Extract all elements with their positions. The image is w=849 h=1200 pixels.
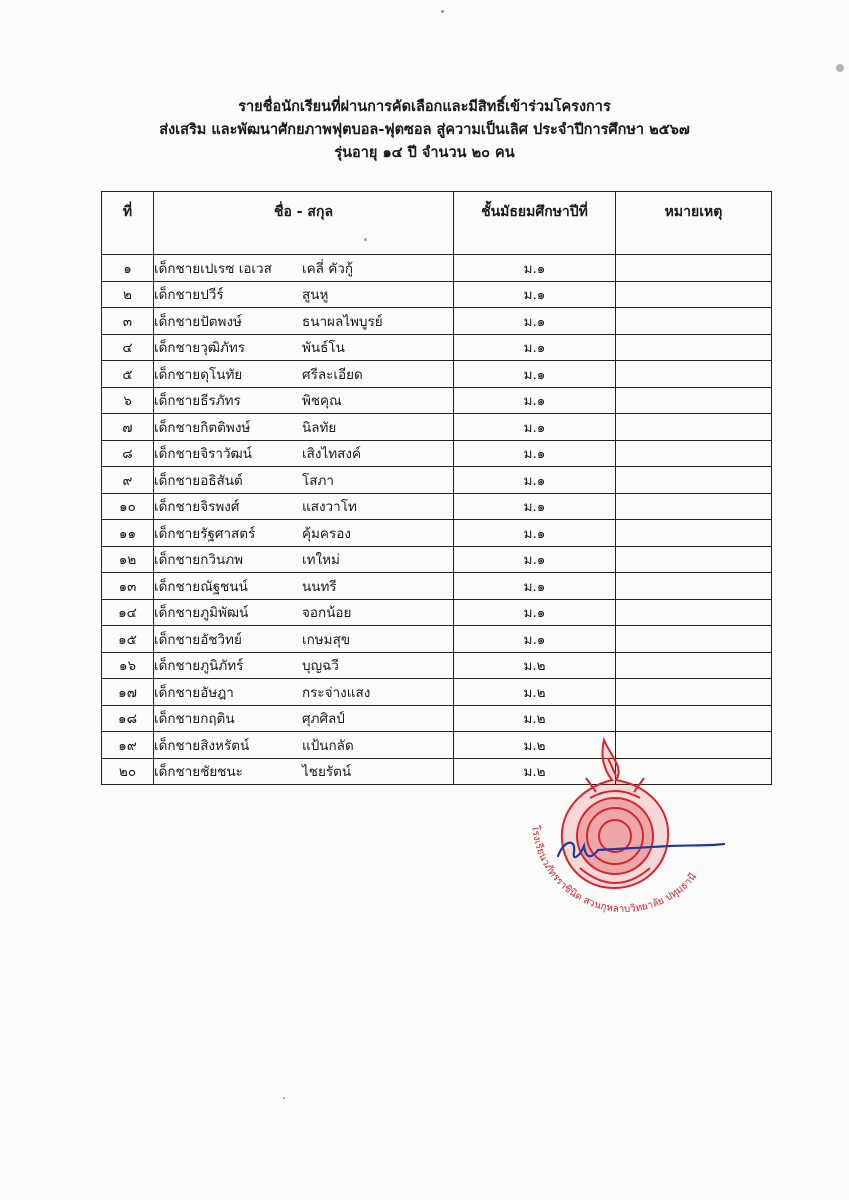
student-roster-table (101, 191, 772, 785)
grade-level: ม.๑ (454, 361, 616, 388)
grade-level: ม.๑ (454, 599, 616, 626)
grade-level: ม.๑ (454, 387, 616, 414)
row-number: ๑๘ (102, 705, 154, 732)
table-row (102, 255, 772, 282)
grade-level: ม.๒ (454, 705, 616, 732)
row-number: ๙ (102, 467, 154, 494)
student-first-name: เด็กชายจิราวัฒน์ (154, 446, 252, 463)
grade-level: ม.๑ (454, 546, 616, 573)
table-row (102, 493, 772, 520)
grade-level: ม.๒ (454, 652, 616, 679)
table-row (102, 308, 772, 335)
student-first-name: เด็กชายกวินภพ (154, 552, 243, 569)
student-last-name: แป้นกลัด (302, 737, 354, 754)
table-row (102, 440, 772, 467)
student-name-cell (154, 334, 454, 361)
table-row (102, 467, 772, 494)
student-name-cell (154, 626, 454, 653)
student-first-name: เด็กชายสิงหรัตน์ (154, 737, 250, 754)
student-name-cell (154, 705, 454, 732)
student-first-name: เด็กชายเปเรซ เอเวส (154, 260, 272, 277)
student-name-cell (154, 440, 454, 467)
table-row (102, 652, 772, 679)
grade-level: ม.๑ (454, 255, 616, 282)
header-no: ที่ (102, 192, 154, 255)
student-last-name: เคลี่ คัวกู้ (302, 260, 353, 277)
row-number: ๑ (102, 255, 154, 282)
row-number: ๒๐ (102, 758, 154, 785)
student-last-name: ไชยรัตน์ (302, 764, 352, 781)
student-name-cell (154, 281, 454, 308)
remark-cell (616, 626, 772, 653)
student-last-name: พิชคุณ (302, 393, 342, 410)
row-number: ๑๗ (102, 679, 154, 706)
remark-cell (616, 573, 772, 600)
student-first-name: เด็กชายชัยชนะ (154, 764, 243, 781)
row-number: ๑๒ (102, 546, 154, 573)
remark-cell (616, 493, 772, 520)
grade-level: ม.๑ (454, 308, 616, 335)
student-last-name: คุ้มครอง (302, 525, 351, 542)
row-number: ๑๐ (102, 493, 154, 520)
row-number: ๓ (102, 308, 154, 335)
row-number: ๗ (102, 414, 154, 441)
remark-cell (616, 281, 772, 308)
grade-level: ม.๑ (454, 281, 616, 308)
student-name-cell (154, 493, 454, 520)
student-name-cell (154, 387, 454, 414)
student-first-name: เด็กชายอธิสันต์ (154, 472, 243, 489)
seal-emblem (562, 740, 668, 888)
table-row (102, 361, 772, 388)
student-first-name: เด็กชายธีรภัทร (154, 393, 241, 410)
student-name-cell (154, 758, 454, 785)
table-row (102, 546, 772, 573)
title-line-1: รายชื่อนักเรียนที่ผ่านการคัดเลือกและมีสิทธิ์เข้าร่วมโครงการ (238, 99, 611, 115)
student-first-name: เด็กชายกิตติพงษ์ (154, 419, 251, 436)
student-name-cell (154, 520, 454, 547)
remark-cell (616, 440, 772, 467)
student-last-name: ธนาผลไพบูรย์ (302, 313, 383, 330)
remark-cell (616, 387, 772, 414)
student-first-name: เด็กชายอัษฎา (154, 684, 234, 701)
student-last-name: บุญฉวี (302, 658, 339, 675)
school-seal-stamp (520, 728, 730, 928)
student-name-cell (154, 732, 454, 759)
row-number: ๖ (102, 387, 154, 414)
table-header-row (102, 192, 772, 255)
student-name-cell (154, 308, 454, 335)
remark-cell (616, 546, 772, 573)
row-number: ๑๓ (102, 573, 154, 600)
student-name-cell (154, 361, 454, 388)
student-name-cell (154, 573, 454, 600)
row-number: ๑๔ (102, 599, 154, 626)
student-first-name: เด็กชายปวีร์ (154, 287, 224, 304)
student-name-cell (154, 599, 454, 626)
header-name: ชื่อ - สกุล (154, 192, 454, 255)
grade-level: ม.๒ (454, 758, 616, 785)
student-first-name: เด็กชายภูนิภัทร์ (154, 658, 244, 675)
student-name-cell (154, 679, 454, 706)
row-number: ๘ (102, 440, 154, 467)
remark-cell (616, 255, 772, 282)
student-first-name: เด็กชายจิรพงศ์ (154, 499, 240, 516)
grade-level: ม.๑ (454, 493, 616, 520)
row-number: ๒ (102, 281, 154, 308)
grade-level: ม.๑ (454, 626, 616, 653)
row-number: ๑๑ (102, 520, 154, 547)
student-last-name: ศุภศิลป์ (302, 711, 345, 728)
remark-cell (616, 361, 772, 388)
table-row (102, 520, 772, 547)
row-number: ๑๕ (102, 626, 154, 653)
scan-speck (283, 1097, 285, 1099)
header-note: หมายเหตุ (616, 192, 772, 255)
row-number: ๔ (102, 334, 154, 361)
table-row (102, 334, 772, 361)
table-row (102, 414, 772, 441)
student-last-name: นิลทัย (302, 419, 337, 436)
grade-level: ม.๑ (454, 573, 616, 600)
student-last-name: จอกน้อย (302, 605, 352, 622)
grade-level: ม.๑ (454, 334, 616, 361)
table-row (102, 387, 772, 414)
student-last-name: นนทรี (302, 578, 337, 595)
grade-level: ม.๒ (454, 679, 616, 706)
scan-speck (836, 64, 844, 72)
student-first-name: เด็กชายภูมิพัฒน์ (154, 605, 249, 622)
table-body (102, 255, 772, 785)
student-last-name: แสงวาโท (302, 499, 357, 516)
student-first-name: เด็กชายปัตพงษ์ (154, 313, 242, 330)
remark-cell (616, 679, 772, 706)
student-first-name: เด็กชายวุฒิภัทร (154, 340, 246, 357)
remark-cell (616, 308, 772, 335)
student-first-name: เด็กชายรัฐศาสตร์ (154, 525, 256, 542)
student-name-cell (154, 467, 454, 494)
student-name-cell (154, 652, 454, 679)
seal-arc-text: โรงเรียนวภัทรราชินิต สวนกุหลาบวิทยาลัย ปทุมธานี (529, 824, 699, 916)
student-last-name: ศรีละเอียด (302, 366, 363, 383)
scan-speck (441, 10, 444, 13)
student-first-name: เด็กชายกฤติน (154, 711, 235, 728)
remark-cell (616, 334, 772, 361)
remark-cell (616, 652, 772, 679)
remark-cell (616, 414, 772, 441)
row-number: ๕ (102, 361, 154, 388)
student-first-name: เด็กชายอัชวิทย์ (154, 631, 242, 648)
title-line-3: รุ่นอายุ ๑๔ ปี จำนวน ๒๐ คน (334, 145, 515, 161)
title-line-2: ส่งเสริม และพัฒนาศักยภาพฟุตบอล-ฟุตซอล สู่ความเป็นเลิศ ประจำปีการศึกษา ๒๕๖๗ (159, 122, 690, 138)
scan-speck (364, 238, 367, 241)
table-row (102, 281, 772, 308)
document-header (0, 96, 849, 165)
student-last-name: เสิงไทสงค์ (302, 446, 361, 463)
grade-level: ม.๑ (454, 520, 616, 547)
student-first-name: เด็กชายณัฐชนน์ (154, 578, 248, 595)
student-last-name: โสภา (302, 472, 334, 489)
row-number: ๑๖ (102, 652, 154, 679)
grade-level: ม.๑ (454, 440, 616, 467)
student-name-cell (154, 546, 454, 573)
student-last-name: เกษมสุข (302, 631, 351, 648)
remark-cell (616, 599, 772, 626)
student-last-name: เทใหม่ (302, 552, 340, 569)
student-name-cell (154, 255, 454, 282)
table-row (102, 573, 772, 600)
remark-cell (616, 520, 772, 547)
student-last-name: กระจ่างแสง (302, 684, 371, 701)
student-name-cell (154, 414, 454, 441)
remark-cell (616, 467, 772, 494)
grade-level: ม.๑ (454, 414, 616, 441)
row-number: ๑๙ (102, 732, 154, 759)
table-row (102, 679, 772, 706)
header-grade: ชั้นมัธยมศึกษาปีที่ (454, 192, 616, 255)
student-last-name: สูนหู (302, 287, 329, 304)
table-row (102, 626, 772, 653)
student-first-name: เด็กชายดุโนทัย (154, 366, 243, 383)
grade-level: ม.๒ (454, 732, 616, 759)
grade-level: ม.๑ (454, 467, 616, 494)
table-row (102, 599, 772, 626)
student-last-name: พันธ์โน (302, 340, 345, 357)
